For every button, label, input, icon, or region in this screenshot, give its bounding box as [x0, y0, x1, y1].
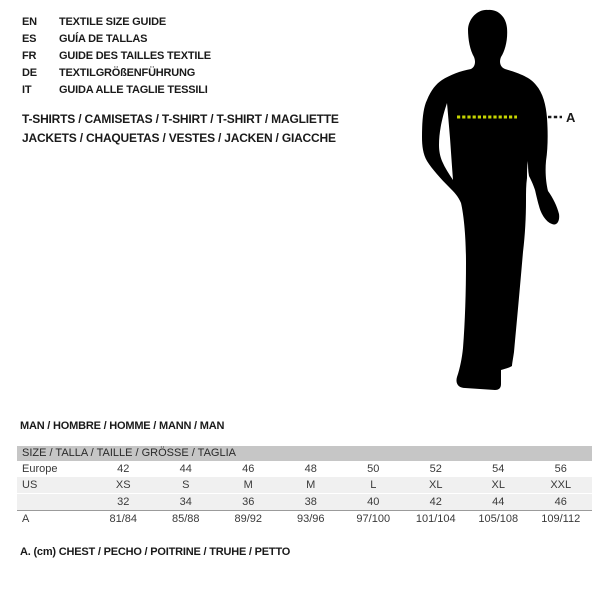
man-body-shape — [422, 10, 559, 390]
size-cell: 44 — [179, 463, 192, 475]
table-row-numeric — [17, 493, 592, 510]
section-title-man: MAN / HOMBRE / HOMME / MANN / MAN — [20, 420, 225, 432]
size-cell: 109/112 — [541, 513, 581, 525]
size-cell: 56 — [554, 463, 567, 475]
language-code: IT — [22, 83, 32, 96]
language-row-en — [22, 13, 211, 30]
table-row-us — [17, 477, 592, 493]
size-cell: 101/104 — [415, 513, 456, 525]
language-row-es — [22, 30, 211, 47]
size-cell: 52 — [429, 463, 442, 475]
size-cell: 54 — [492, 463, 505, 475]
language-code: FR — [22, 49, 37, 62]
size-cell: L — [370, 479, 377, 491]
size-cell: 89/92 — [234, 513, 263, 525]
table-row-europe — [17, 461, 592, 477]
row-label: A — [22, 513, 30, 525]
size-cell: 42 — [117, 463, 130, 475]
size-cell: XXL — [550, 479, 572, 491]
size-cell: XS — [115, 479, 131, 491]
size-cell: XL — [491, 479, 505, 491]
size-table — [17, 446, 592, 527]
measurement-footnote: A. (cm) CHEST / PECHO / POITRINE / TRUHE / PETTO — [20, 546, 291, 558]
size-cell: M — [306, 479, 316, 491]
size-cell: 44 — [492, 496, 505, 508]
row-label: US — [22, 479, 38, 491]
language-label: TEXTILE SIZE GUIDE — [59, 15, 167, 28]
language-label: TEXTILGRÖßENFÜHRUNG — [59, 66, 196, 79]
size-cell: 46 — [242, 463, 255, 475]
language-code: ES — [22, 32, 37, 45]
size-cell: XL — [429, 479, 443, 491]
category-tshirts: T-SHIRTS / CAMISETAS / T-SHIRT / T-SHIRT / MAGLIETTE — [22, 112, 339, 126]
size-cell: 32 — [117, 496, 130, 508]
size-table-header: SIZE / TALLA / TAILLE / GRÖSSE / TAGLIA — [17, 446, 592, 461]
language-label: GUÍA DE TALLAS — [59, 32, 148, 45]
size-cell: 46 — [554, 496, 567, 508]
measure-label-a: A — [566, 110, 576, 125]
category-list — [22, 110, 339, 148]
row-label: Europe — [22, 463, 58, 475]
table-row-chest-a — [17, 510, 592, 527]
language-row-it — [22, 81, 211, 98]
language-row-de — [22, 64, 211, 81]
size-cell: 48 — [304, 463, 317, 475]
size-cell: 105/108 — [478, 513, 519, 525]
size-cell: 50 — [367, 463, 380, 475]
size-cell: 38 — [304, 496, 317, 508]
language-code: EN — [22, 15, 37, 28]
size-cell: 85/88 — [171, 513, 200, 525]
size-cell: 93/96 — [296, 513, 325, 525]
size-cell: 40 — [367, 496, 380, 508]
size-cell: 42 — [429, 496, 442, 508]
language-row-fr — [22, 47, 211, 64]
size-cell: 36 — [242, 496, 255, 508]
language-code: DE — [22, 66, 37, 79]
language-list — [22, 13, 211, 98]
size-cell: 34 — [179, 496, 192, 508]
size-cell: S — [182, 479, 190, 491]
man-silhouette — [395, 0, 600, 400]
size-cell: 97/100 — [356, 513, 391, 525]
category-jackets: JACKETS / CHAQUETAS / VESTES / JACKEN / GIACCHE — [22, 131, 336, 145]
language-label: GUIDE DES TAILLES TEXTILE — [59, 49, 211, 62]
size-cell: M — [243, 479, 253, 491]
language-label: GUIDA ALLE TAGLIE TESSILI — [59, 83, 208, 96]
size-cell: 81/84 — [109, 513, 138, 525]
